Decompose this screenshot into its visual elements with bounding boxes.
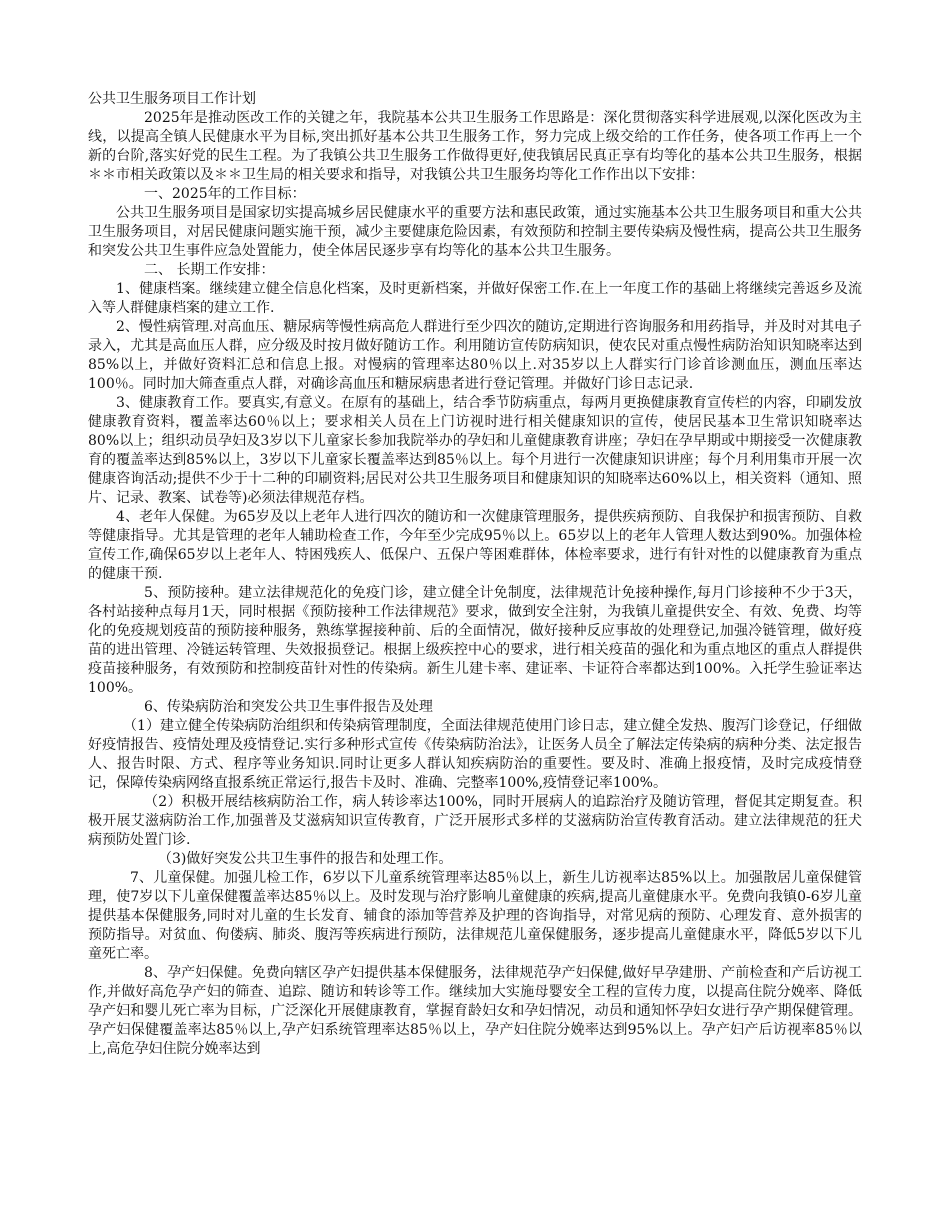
- intro-paragraph: 2025年是推动医改工作的关键之年，我院基本公共卫生服务工作思路是：深化贯彻落实科学进展观,以深化医改为主线，以提高全镇人民健康水平为目标,突出抓好基本公共卫生服务工作，努力完成上级交给的工作任务，使各项工作再上一个新的台阶,落实好党的民生工程。为了我镇公共卫生服务工作做得更好,使我镇居民真正享有均等化的基本公共卫生服务，根据＊＊市相关政策以及＊＊卫生局的相关要求和指导，对我镇公共卫生服务均等化工作作出以下安排：: [88, 110, 862, 183]
- section-heading-long-term: 二、 长期工作安排：: [144, 262, 275, 278]
- item-infectious-disease-heading: 6、传染病防治和突发公共卫生事件报告及处理: [144, 699, 433, 715]
- item-infectious-disease-1: （1）建立健全传染病防治组织和传染病管理制度，全面法律规范使用门诊日志，建立健全发热、腹泻门诊登记，仔细做好疫情报告、疫情处理及疫情登记.实行多种形式宣传《传染病防治法》，让医务人员全了解法定传染病的病种分类、法定报告人、报告时限、方式、程序等业务知识.同时让更多人群认知疾病防治的重要性。要及时、准确上报疫情，及时完成疫情登记，保障传染病网络直报系统正常运行,报告卡及时、准确、完整率100%,疫情登记率100%。: [88, 718, 862, 791]
- item-maternal-care: 8、孕产妇保健。免费向辖区孕产妇提供基本保健服务，法律规范孕产妇保健,做好早孕建册、产前检查和产后访视工作,并做好高危孕产妇的筛查、追踪、随访和转诊等工作。继续加大实施母婴安全工程的宣传力度，以提高住院分娩率、降低孕产妇和婴儿死亡率为目标，广泛深化开展健康教育，掌握育龄妇女和孕妇情况，动员和通知怀孕妇女进行孕产期保健管理。孕产妇保健覆盖率达85％以上,孕产妇系统管理率达85％以上，孕产妇住院分娩率达到95%以上。孕产妇产后访视率85％以上,高危孕妇住院分娩率达到: [88, 965, 862, 1057]
- item-chronic-disease: 2、慢性病管理.对高血压、糖尿病等慢性病高危人群进行至少四次的随访,定期进行咨询服务和用药指导，并及时对其电子录入，尤其是高血压人群，应分级及时按月做好随访工作。利用随访宣传防病知识，使农民对重点慢性病防治知识知晓率达到85%以上，并做好资料汇总和信息上报。对慢病的管理率达80％以上.对35岁以上人群实行门诊首诊测血压，测血压率达100％。同时加大筛查重点人群，对确诊高血压和糖尿病患者进行登记管理。并做好门诊日志记录.: [88, 319, 862, 392]
- section-heading-goals: 一、2025年的工作目标：: [144, 186, 306, 202]
- goals-paragraph: 公共卫生服务项目是国家切实提高城乡居民健康水平的重要方法和惠民政策，通过实施基本公共卫生服务项目和重大公共卫生服务项目，对居民健康问题实施干预，减少主要健康危险因素，有效预防和控制主要传染病及慢性病，提高公共卫生服务和突发公共卫生事件应急处置能力，使全体居民逐步享有均等化的基本公共卫生服务。: [88, 205, 862, 259]
- item-health-records: 1、健康档案。继续建立健全信息化档案，及时更新档案，并做好保密工作.在上一年度工作的基础上将继续完善返乡及流入等人群健康档案的建立工作.: [88, 281, 862, 316]
- item-health-education: 3、健康教育工作。要真实,有意义。在原有的基础上，结合季节防病重点，每两月更换健康教育宣传栏的内容，印刷发放健康教育资料，覆盖率达60％以上；要求相关人员在上门访视时进行相关健康知识的宣传，使居民基本卫生常识知晓率达80%以上；组织动员孕妇及3岁以下儿童家长参加我院举办的孕妇和儿童健康教育讲座；孕妇在孕早期或中期接受一次健康教育的覆盖率达到85%以上，3岁以下儿童家长覆盖率达到85％以上。每个月进行一次健康知识讲座；每个月利用集市开展一次健康咨询活动;提供不少于十二种的印刷资料;居民对公共卫生服务项目和健康知识的知晓率达60%以上，相关资料（通知、照片、记录、教案、试卷等)必须法律规范存档。: [88, 395, 862, 506]
- item-child-care: 7、儿童保健。加强儿检工作，6岁以下儿童系统管理率达85％以上，新生儿访视率达85%以上。加强散居儿童保健管理，使7岁以下儿童保健覆盖率达85％以上。及时发现与治疗影响儿童健康的疾病,提高儿童健康水平。免费向我镇0-6岁儿童提供基本保健服务,同时对儿童的生长发育、辅食的添加等营养及护理的咨询指导，对常见病的预防、心理发育、意外损害的预防指导。对贫血、佝偻病、肺炎、腹泻等疾病进行预防，法律规范儿童保健服务，逐步提高儿童健康水平，降低5岁以下儿童死亡率。: [88, 870, 862, 962]
- item-vaccination: 5、预防接种。建立法律规范化的免疫门诊，建立健全计免制度，法律规范计免接种操作,每月门诊接种不少于3天，各村站接种点每月1天，同时根据《预防接种工作法律规范》要求，做到安全注射，为我镇儿童提供安全、有效、免费、均等化的免疫规划疫苗的预防接种服务，熟练掌握接种前、后的全面情况，做好接种反应事故的处理登记,加强冷链管理，做好疫苗的进出管理、冷链运转管理、失效报损登记。根据上级疾控中心的要求，进行相关疫苗的强化和为重点地区的重点人群提供疫苗接种服务，有效预防和控制疫苗针对性的传染病。新生儿建卡率、建证率、卡证符合率都达到100%。入托学生验证率达100%。: [88, 585, 862, 696]
- item-infectious-disease-2: （2）积极开展结核病防治工作，病人转诊率达100%，同时开展病人的追踪治疗及随访管理，督促其定期复查。积极开展艾滋病防治工作,加强普及艾滋病知识宣传教育，广泛开展形式多样的艾滋病防治宣传教育活动。建立法律规范的狂犬病预防处置门诊.: [88, 794, 862, 848]
- document-page: [88, 90, 876, 1059]
- item-infectious-disease-3: （3)做好突发公共卫生事件的报告和处理工作。: [158, 851, 453, 867]
- document-title: 公共卫生服务项目工作计划: [88, 91, 256, 107]
- item-elderly-care: 4、老年人保健。为65岁及以上老年人进行四次的随访和一次健康管理服务，提供疾病预防、自我保护和损害预防、自救 等健康指导。尤其是管理的老年人辅助检查工作，今年至少完成95％以上。65岁以上的老年人管理人数达到90%。加强体检宣传工作,确保65岁以上老年人、特困残疾人、低保户、五保户等困难群体，体检率要求，进行有针对性的以健康教育为重点的健康干预.: [88, 509, 876, 582]
